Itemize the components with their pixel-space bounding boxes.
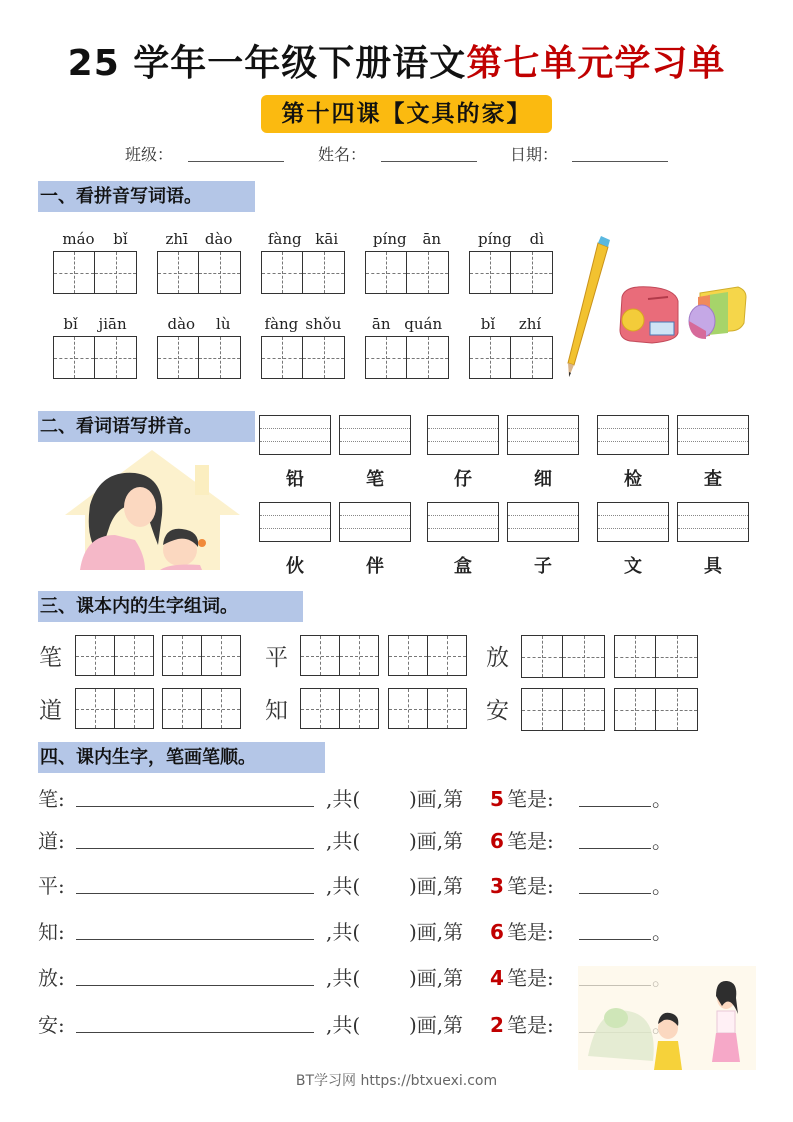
pinyin-writing-box[interactable] — [339, 502, 411, 542]
footer-watermark: BT学习网 https://btxuexi.com — [295, 1073, 498, 1089]
hanzi-character: 文 — [624, 556, 642, 577]
pinyin-syllable: jiān — [98, 315, 127, 333]
pinyin-label — [261, 315, 345, 333]
word-writing-box[interactable] — [53, 251, 137, 294]
tianzige-cell[interactable] — [522, 636, 563, 677]
word-writing-box[interactable] — [162, 635, 241, 676]
pinyin-syllable: dào — [204, 230, 233, 248]
hanzi-character: 具 — [704, 556, 722, 577]
period: 。 — [652, 920, 672, 944]
pinyin-writing-box[interactable] — [427, 415, 499, 455]
pinyin-label — [469, 230, 553, 248]
hanzi-character: 笔 — [366, 469, 384, 490]
stroke-is-label: 笔是: — [507, 1013, 554, 1037]
hanzi-label: 平: — [38, 874, 65, 898]
pinyin-syllable: zhí — [518, 315, 542, 333]
tianzige-cell[interactable] — [563, 689, 604, 730]
stroke-answer-blank[interactable] — [579, 893, 651, 894]
stroke-number: 5 — [490, 787, 504, 811]
tianzige-cell[interactable] — [407, 337, 448, 378]
stroke-order-blank[interactable] — [76, 1032, 314, 1033]
hanzi-character: 伴 — [366, 556, 384, 577]
stroke-order-blank[interactable] — [76, 806, 314, 807]
word-writing-box[interactable] — [614, 688, 698, 731]
pinyin-label — [261, 230, 345, 248]
pinyin-syllable: máo — [62, 230, 95, 248]
stroke-order-blank[interactable] — [76, 848, 314, 849]
tianzige-cell[interactable] — [76, 636, 115, 675]
pinyin-syllable: zhī — [165, 230, 188, 248]
tianzige-cell[interactable] — [115, 689, 154, 728]
pinyin-label — [469, 315, 553, 333]
pinyin-writing-box[interactable] — [259, 415, 331, 455]
class-line[interactable] — [188, 161, 284, 162]
word-writing-box[interactable] — [469, 336, 553, 379]
section4-header: 四、课内生字，笔画笔顺。 — [38, 742, 325, 773]
pinyin-syllable: dì — [529, 230, 544, 248]
total-strokes-blank[interactable] — [371, 939, 401, 940]
hanzi-label: 笔: — [38, 787, 65, 811]
word-writing-box[interactable] — [75, 688, 154, 729]
stroke-order-row — [38, 826, 678, 856]
tianzige-cell[interactable] — [389, 636, 428, 675]
word-writing-box[interactable] — [157, 251, 241, 294]
pinyin-syllable: bǐ — [63, 315, 78, 333]
tianzige-cell[interactable] — [95, 337, 136, 378]
tianzige-cell[interactable] — [340, 689, 379, 728]
hanzi-character: 子 — [534, 556, 552, 577]
title-unit: 第七单元学习单 — [466, 43, 726, 84]
pinyin-label — [53, 230, 137, 248]
total-strokes-open: ,共( — [326, 920, 361, 944]
total-strokes-close: )画,第 — [409, 787, 464, 811]
word-writing-box[interactable] — [75, 635, 154, 676]
stroke-order-blank[interactable] — [76, 893, 314, 894]
pinyin-syllable: bǐ — [113, 230, 128, 248]
tianzige-cell[interactable] — [522, 689, 563, 730]
hanzi-label: 放: — [38, 966, 65, 990]
word-writing-box[interactable] — [157, 336, 241, 379]
pinyin-writing-box[interactable] — [259, 502, 331, 542]
tianzige-cell[interactable] — [366, 252, 407, 293]
tianzige-cell[interactable] — [163, 689, 202, 728]
total-strokes-close: )画,第 — [409, 1013, 464, 1037]
tianzige-cell[interactable] — [262, 252, 303, 293]
pinyin-syllable: fàng — [264, 315, 299, 333]
word-writing-box[interactable] — [300, 688, 379, 729]
period: 。 — [652, 874, 672, 898]
pinyin-writing-box[interactable] — [507, 502, 579, 542]
word-writing-box[interactable] — [261, 251, 345, 294]
stroke-is-label: 笔是: — [507, 920, 554, 944]
hanzi-character: 细 — [534, 469, 552, 490]
total-strokes-close: )画,第 — [409, 966, 464, 990]
name-label: 姓名： — [318, 145, 367, 164]
tianzige-cell[interactable] — [202, 689, 241, 728]
section2-header: 二、看词语写拼音。 — [38, 411, 255, 442]
word-writing-box[interactable] — [300, 635, 379, 676]
total-strokes-blank[interactable] — [371, 1032, 401, 1033]
total-strokes-blank[interactable] — [371, 985, 401, 986]
hanzi-label: 安: — [38, 1013, 65, 1037]
stroke-is-label: 笔是: — [507, 829, 554, 853]
hanzi-label: 道: — [38, 829, 65, 853]
period: 。 — [652, 787, 672, 811]
word-writing-box[interactable] — [521, 688, 605, 731]
stroke-is-label: 笔是: — [507, 787, 554, 811]
children-illustration — [578, 966, 756, 1070]
total-strokes-blank[interactable] — [371, 848, 401, 849]
pinyin-syllable: shǒu — [305, 315, 342, 333]
pinyin-writing-box[interactable] — [677, 415, 749, 455]
sharpener-icon — [620, 287, 678, 343]
eraser-icon — [689, 287, 746, 339]
tianzige-cell[interactable] — [301, 689, 340, 728]
pinyin-label — [365, 315, 449, 333]
stroke-answer-blank[interactable] — [579, 848, 651, 849]
tianzige-cell[interactable] — [656, 636, 697, 677]
tianzige-cell[interactable] — [303, 252, 344, 293]
pinyin-label — [157, 230, 241, 248]
stroke-is-label: 笔是: — [507, 966, 554, 990]
tianzige-cell[interactable] — [615, 636, 656, 677]
hanzi-character: 盒 — [454, 556, 472, 577]
tianzige-cell[interactable] — [563, 636, 604, 677]
total-strokes-open: ,共( — [326, 829, 361, 853]
stroke-order-row — [38, 784, 678, 814]
pinyin-syllable: ān — [371, 315, 391, 333]
date-label: 日期： — [510, 145, 559, 164]
pinyin-label — [365, 230, 449, 248]
tianzige-cell[interactable] — [158, 337, 199, 378]
pinyin-syllable: píng — [372, 230, 407, 248]
section3-header: 三、课本内的生字组词。 — [38, 591, 303, 622]
total-strokes-open: ,共( — [326, 966, 361, 990]
hanzi-character: 仔 — [454, 469, 472, 490]
total-strokes-open: ,共( — [326, 874, 361, 898]
word-writing-box[interactable] — [53, 336, 137, 379]
tianzige-cell[interactable] — [615, 689, 656, 730]
tianzige-cell[interactable] — [470, 337, 511, 378]
pinyin-writing-box[interactable] — [597, 502, 669, 542]
pinyin-writing-box[interactable] — [507, 415, 579, 455]
hanzi-prompt: 安 — [486, 698, 509, 724]
stroke-number: 6 — [490, 920, 504, 944]
tianzige-cell[interactable] — [428, 689, 467, 728]
total-strokes-close: )画,第 — [409, 829, 464, 853]
pinyin-syllable: ān — [422, 230, 442, 248]
pinyin-syllable: fàng — [267, 230, 302, 248]
pinyin-syllable: quán — [404, 315, 443, 333]
hanzi-prompt: 知 — [265, 698, 288, 724]
lesson-badge: 第十四课【文具的家】 — [261, 95, 552, 133]
pinyin-syllable: dào — [167, 315, 196, 333]
tianzige-cell[interactable] — [301, 636, 340, 675]
stroke-number: 2 — [490, 1013, 504, 1037]
pinyin-syllable: kāi — [315, 230, 339, 248]
tianzige-cell[interactable] — [262, 337, 303, 378]
pinyin-syllable: lù — [216, 315, 231, 333]
stroke-number: 6 — [490, 829, 504, 853]
tianzige-cell[interactable] — [202, 636, 241, 675]
pinyin-writing-box[interactable] — [427, 502, 499, 542]
total-strokes-open: ,共( — [326, 1013, 361, 1037]
word-writing-box[interactable] — [162, 688, 241, 729]
total-strokes-open: ,共( — [326, 787, 361, 811]
pinyin-syllable: bǐ — [480, 315, 496, 333]
pinyin-writing-box[interactable] — [339, 415, 411, 455]
tianzige-cell[interactable] — [95, 252, 136, 293]
title-main: 25 学年一年级下册语文 — [67, 43, 467, 84]
word-writing-box[interactable] — [365, 251, 449, 294]
pinyin-syllable: píng — [477, 230, 512, 248]
stroke-answer-blank[interactable] — [579, 806, 651, 807]
stroke-number: 3 — [490, 874, 504, 898]
word-writing-box[interactable] — [365, 336, 449, 379]
stationery-illustration — [560, 235, 760, 385]
pinyin-label — [53, 315, 137, 333]
stroke-number: 4 — [490, 966, 504, 990]
section1-header: 一、看拼音写词语。 — [38, 181, 255, 212]
hanzi-prompt: 道 — [39, 698, 62, 724]
tianzige-cell[interactable] — [340, 636, 379, 675]
hanzi-prompt: 笔 — [39, 645, 62, 671]
tianzige-cell[interactable] — [389, 689, 428, 728]
pinyin-label — [157, 315, 241, 333]
tianzige-cell[interactable] — [199, 252, 240, 293]
stroke-order-row — [38, 917, 678, 947]
tianzige-cell[interactable] — [158, 252, 199, 293]
tianzige-cell[interactable] — [407, 252, 448, 293]
word-writing-box[interactable] — [521, 635, 605, 678]
stroke-is-label: 笔是: — [507, 874, 554, 898]
hanzi-character: 检 — [624, 469, 642, 490]
hanzi-prompt: 平 — [265, 645, 288, 671]
word-writing-box[interactable] — [388, 688, 467, 729]
tianzige-cell[interactable] — [54, 252, 95, 293]
total-strokes-close: )画,第 — [409, 874, 464, 898]
tianzige-cell[interactable] — [511, 337, 552, 378]
hanzi-character: 查 — [704, 469, 722, 490]
word-writing-box[interactable] — [388, 635, 467, 676]
hanzi-prompt: 放 — [486, 645, 509, 671]
tianzige-cell[interactable] — [163, 636, 202, 675]
hanzi-label: 知: — [38, 920, 65, 944]
total-strokes-close: )画,第 — [409, 920, 464, 944]
tianzige-cell[interactable] — [428, 636, 467, 675]
pencil-icon — [568, 236, 610, 377]
tianzige-cell[interactable] — [656, 689, 697, 730]
pinyin-writing-box[interactable] — [597, 415, 669, 455]
tianzige-cell[interactable] — [303, 337, 344, 378]
tianzige-cell[interactable] — [366, 337, 407, 378]
hanzi-character: 伙 — [286, 556, 304, 577]
tianzige-cell[interactable] — [199, 337, 240, 378]
date-line[interactable] — [572, 161, 668, 162]
tianzige-cell[interactable] — [76, 689, 115, 728]
tianzige-cell[interactable] — [511, 252, 552, 293]
page-title — [0, 38, 793, 90]
stroke-order-blank[interactable] — [76, 939, 314, 940]
word-writing-box[interactable] — [469, 251, 553, 294]
tianzige-cell[interactable] — [54, 337, 95, 378]
stroke-order-blank[interactable] — [76, 985, 314, 986]
word-writing-box[interactable] — [261, 336, 345, 379]
period: 。 — [652, 829, 672, 853]
pinyin-writing-box[interactable] — [677, 502, 749, 542]
stroke-answer-blank[interactable] — [579, 939, 651, 940]
tianzige-cell[interactable] — [470, 252, 511, 293]
total-strokes-blank[interactable] — [371, 806, 401, 807]
class-label: 班级： — [125, 145, 174, 164]
word-writing-box[interactable] — [614, 635, 698, 678]
total-strokes-blank[interactable] — [371, 893, 401, 894]
stroke-order-row — [38, 871, 678, 901]
mother-daughter-illustration — [60, 445, 245, 575]
name-line[interactable] — [381, 161, 477, 162]
tianzige-cell[interactable] — [115, 636, 154, 675]
hanzi-character: 铅 — [286, 469, 304, 490]
